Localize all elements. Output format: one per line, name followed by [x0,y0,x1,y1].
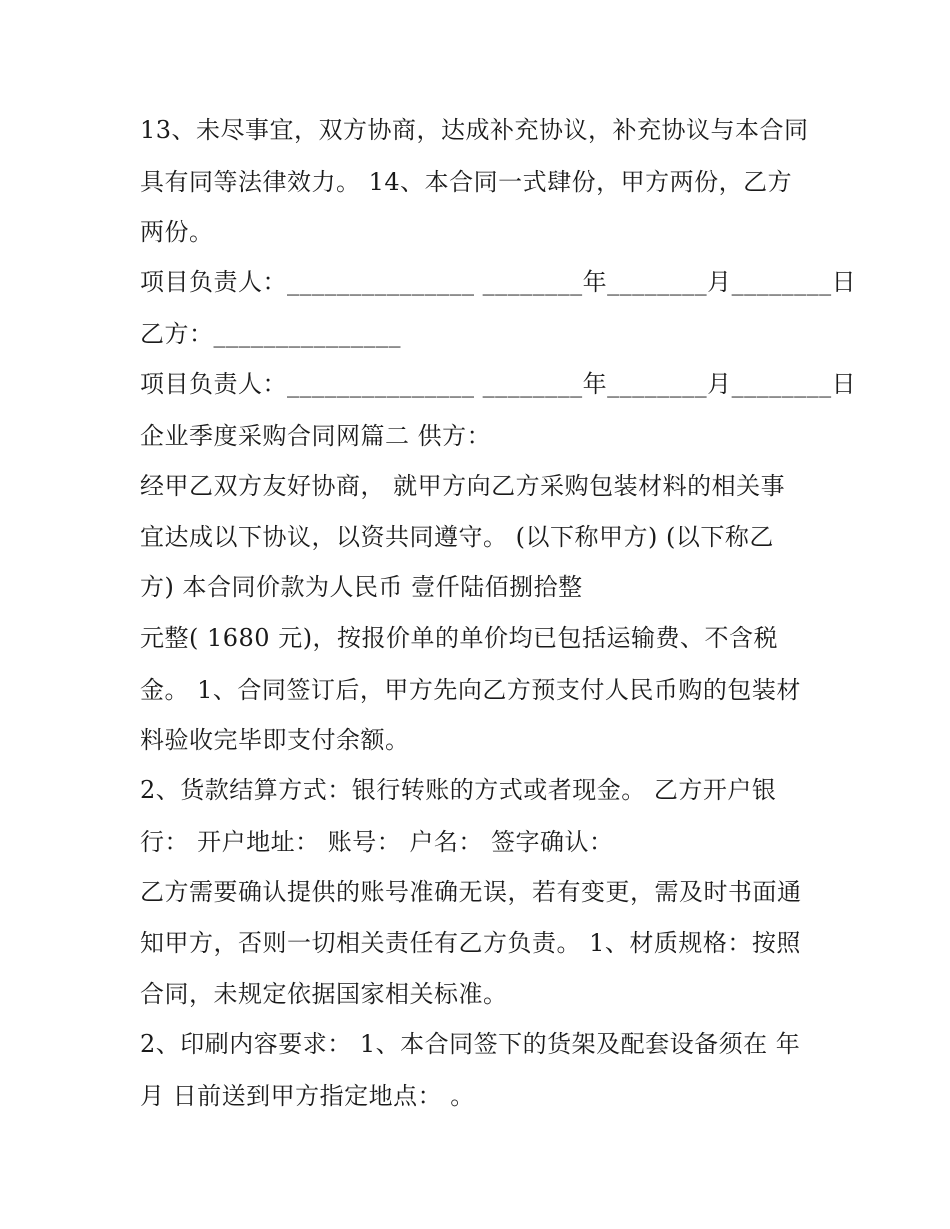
section-heading: 企业季度采购合同网篇二 供方： [140,422,492,450]
text-line: 经甲乙双方友好协商， 就甲方向乙方采购包装材料的相关事 [140,472,786,500]
text-line: 2、货款结算方式：银行转账的方式或者现金。 乙方开户银 [140,776,777,804]
signature-line: 乙方：_______________ [140,320,401,348]
text-line: 料验收完毕即支付余额。 [140,726,410,754]
text-line: 金。 1、合同签订后，甲方先向乙方预支付人民币购的包装材 [140,676,801,704]
text-line: 2、印刷内容要求： 1、本合同签下的货架及配套设备须在 年 [140,1030,801,1058]
text-line: 合同，未规定依据国家相关标准。 [140,980,508,1008]
signature-line: 项目负责人：_______________ ________年________月________日 [140,370,857,398]
text-line: 乙方需要确认提供的账号准确无误，若有变更，需及时书面通 [140,878,802,906]
text-line: 月 日前送到甲方指定地点： 。 [140,1082,475,1110]
text-line: 方) 本合同价款为人民币 壹仟陆佰捌拾整 [140,573,583,601]
text-line: 行： 开户地址： 账号： 户名： 签字确认： [140,828,614,856]
text-line: 知甲方，否则一切相关责任有乙方负责。 1、材质规格：按照 [140,929,801,957]
signature-line: 项目负责人：_______________ ________年________月________日 [140,268,857,296]
text-line: 宜达成以下协议，以资共同遵守。 (以下称甲方) (以下称乙 [140,523,774,551]
text-line: 具有同等法律效力。 14、本合同一式肆份，甲方两份，乙方 [140,168,793,196]
text-line: 元整( 1680 元)，按报价单的单价均已包括运输费、不含税 [140,624,779,652]
text-line: 13、未尽事宜，双方协商，达成补充协议，补充协议与本合同 [140,116,809,144]
text-line: 两份。 [140,218,214,246]
